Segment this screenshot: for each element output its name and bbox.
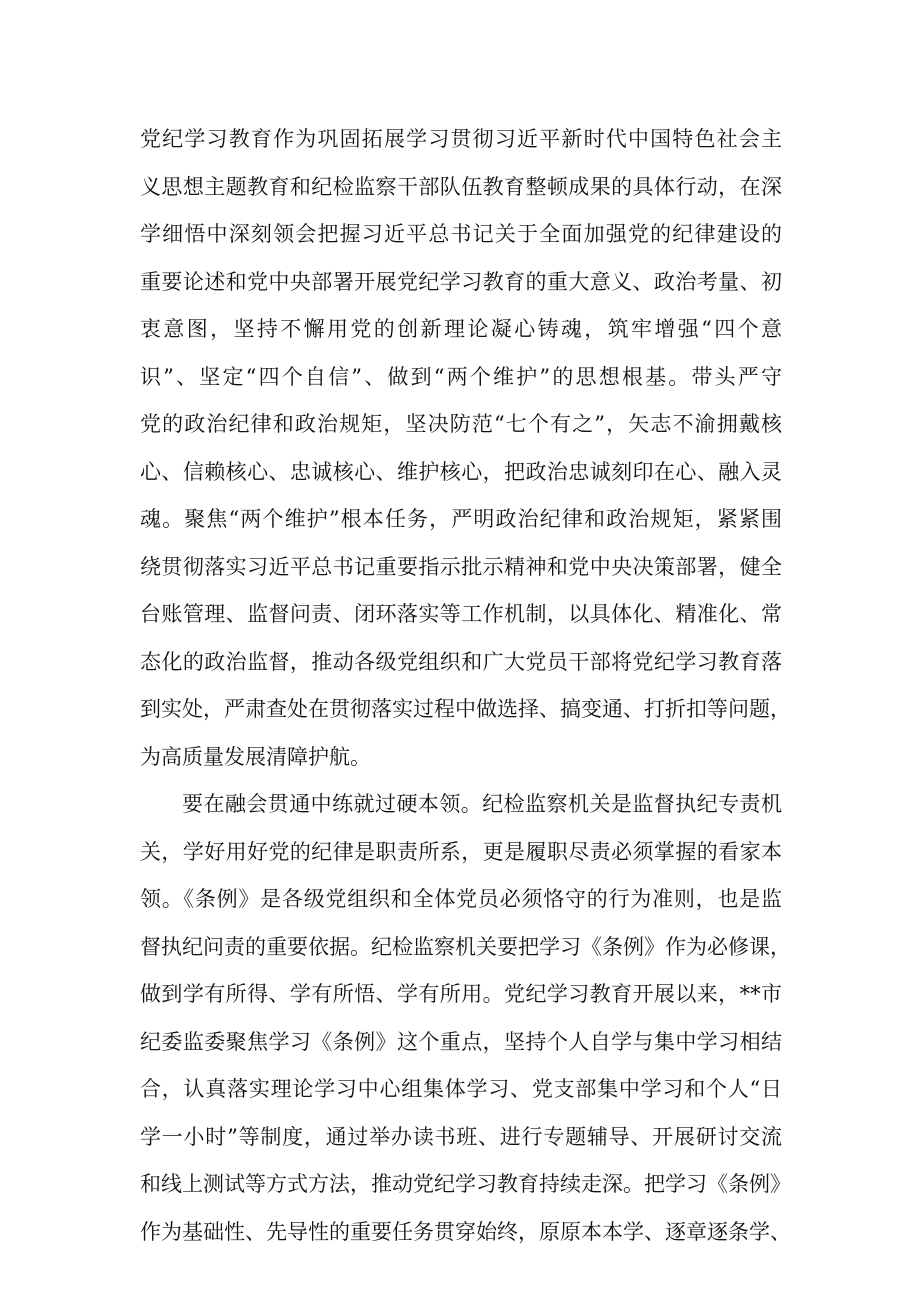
paragraph-2-line: 和线上测试等方式方法，推动党纪学习教育持续走深。把学习《条例》 <box>140 1172 791 1196</box>
paragraph-1-line: 绕贯彻落实习近平总书记重要指示批示精神和党中央决策部署，健全 <box>140 554 782 579</box>
paragraph-1-line: 心、信赖核心、忠诚核心、维护核心，把政治忠诚刻印在心、融入灵 <box>140 459 782 484</box>
paragraph-2-line: 学一小时”等制度，通过举办读书班、进行专题辅导、开展研讨交流 <box>140 1124 782 1149</box>
paragraph-1-line: 台账管理、监督问责、闭环落实等工作机制，以具体化、精准化、常 <box>140 602 782 626</box>
paragraph-1 <box>140 116 791 781</box>
paragraph-2-line: 纪委监委聚焦学习《条例》这个重点，坚持个人自学与集中学习相结 <box>140 1029 782 1054</box>
paragraph-1-line: 衷意图，坚持不懈用党的创新理论凝心铸魂，筑牢增强“四个意 <box>140 317 782 341</box>
paragraph-1-line: 义思想主题教育和纪检监察干部队伍教育整顿成果的具体行动，在深 <box>140 174 782 199</box>
paragraph-2-line: 做到学有所得、学有所悟、学有所用。党纪学习教育开展以来，**市 <box>140 982 782 1006</box>
paragraph-2-line: 作为基础性、先导性的重要任务贯穿始终，原原本本学、逐章逐条学、 <box>140 1219 791 1244</box>
paragraph-1-line: 党的政治纪律和政治规矩，坚决防范“七个有之”，矢志不渝拥戴核 <box>140 412 782 436</box>
paragraph-1-line: 为高质量发展清障护航。 <box>140 744 371 769</box>
paragraph-1-line: 学细悟中深刻领会把握习近平总书记关于全面加强党的纪律建设的 <box>140 222 782 246</box>
paragraph-1-line: 魂。聚焦“两个维护”根本任务，严明政治纪律和政治规矩，紧紧围 <box>140 507 782 531</box>
paragraph-2-line: 领。《条例》是各级党组织和全体党员必须恪守的行为准则，也是监 <box>140 887 782 911</box>
paragraph-1-line: 党纪学习教育作为巩固拓展学习贯彻习近平新时代中国特色社会主 <box>140 127 782 151</box>
paragraph-1-line: 态化的政治监督，推动各级党组织和广大党员干部将党纪学习教育落 <box>140 649 782 674</box>
paragraph-1-line: 重要论述和党中央部署开展党纪学习教育的重大意义、政治考量、初 <box>140 269 782 294</box>
paragraph-1-line: 识”、坚定“四个自信”、做到“两个维护”的思想根基。带头严守 <box>140 364 782 389</box>
paragraph-2-line: 关，学好用好党的纪律是职责所系，更是履职尽责必须掌握的看家本 <box>140 839 782 864</box>
paragraph-2 <box>140 781 791 1256</box>
paragraph-2-line: 督执纪问责的重要依据。纪检监察机关要把学习《条例》作为必修课， <box>140 934 791 959</box>
paragraph-1-line: 到实处，严肃查处在贯彻落实过程中做选择、搞变通、打折扣等问题， <box>140 697 791 721</box>
paragraph-2-line: 要在融会贯通中练就过硬本领。纪检监察机关是监督执纪专责机 <box>182 792 782 816</box>
paragraph-2-line: 合，认真落实理论学习中心组集体学习、党支部集中学习和个人“日 <box>140 1077 782 1101</box>
